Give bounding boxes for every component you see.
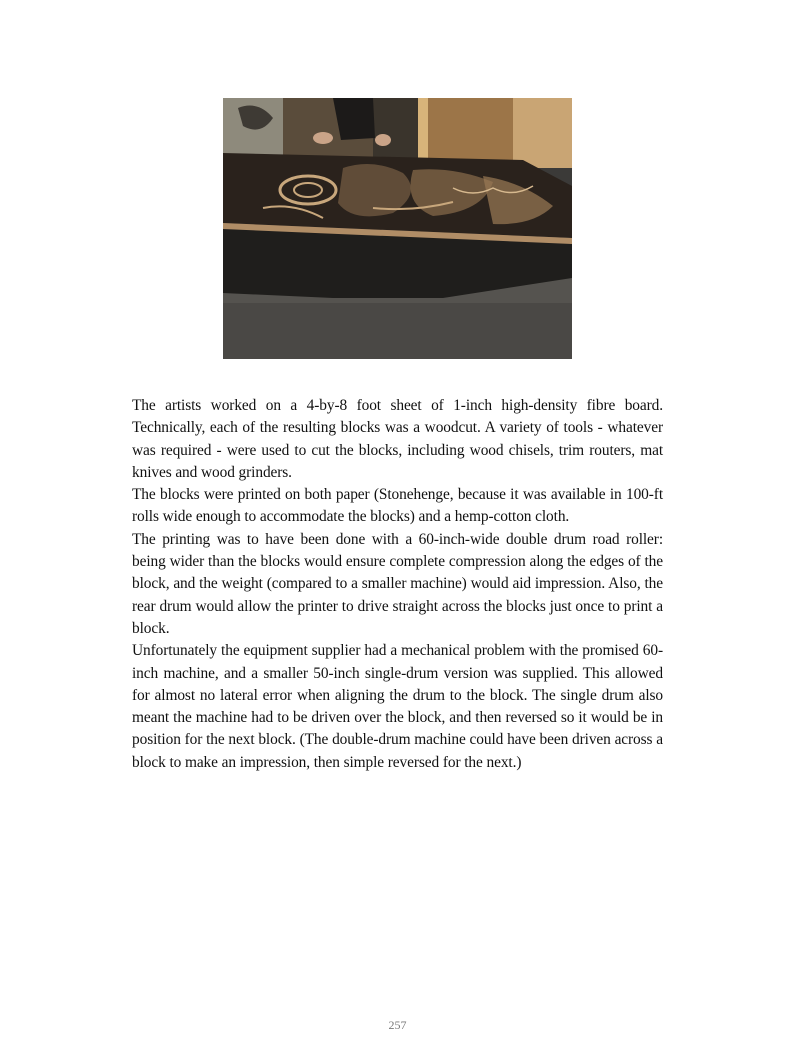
woodblock-photo	[223, 98, 572, 359]
paragraph: The blocks were printed on both paper (Stonehenge, because it was available in 100-ft rolls wide enough to accommodate the blocks) and a hemp-cotton cloth.	[132, 486, 663, 526]
woodblock-photo-illustration	[223, 98, 572, 359]
page-number: 257	[388, 1018, 407, 1032]
paragraph: The printing was to have been done with a 60-inch-wide double drum road roller: being wider than the blocks would ensure complete compression along the edges of the block, and the weight (compared to a smaller machine) would aid impression. Also, the rear drum would allow the printer to drive straight across the blocks just once to print a block.	[132, 530, 663, 637]
body-text	[132, 395, 663, 774]
paragraph: The artists worked on a 4-by-8 foot sheet of 1-inch high-density fibre board. Technically, each of the resulting blocks was a woodcut. A variety of tools - whatever was required - were used to cut the blocks, including wood chisels, trim routers, mat knives and wood grinders.	[132, 397, 663, 481]
paragraph: Unfortunately the equipment supplier had a mechanical problem with the promised 60-inch machine, and a smaller 50-inch single-drum version was supplied. This allowed for almost no lateral error when aligning the drum to the block. The single drum also meant the machine had to be driven over the block, and then reversed so it would be in position for the next block. (The double-drum machine could have been driven across a block to make an impression, then simple reversed for the next.)	[132, 642, 663, 771]
